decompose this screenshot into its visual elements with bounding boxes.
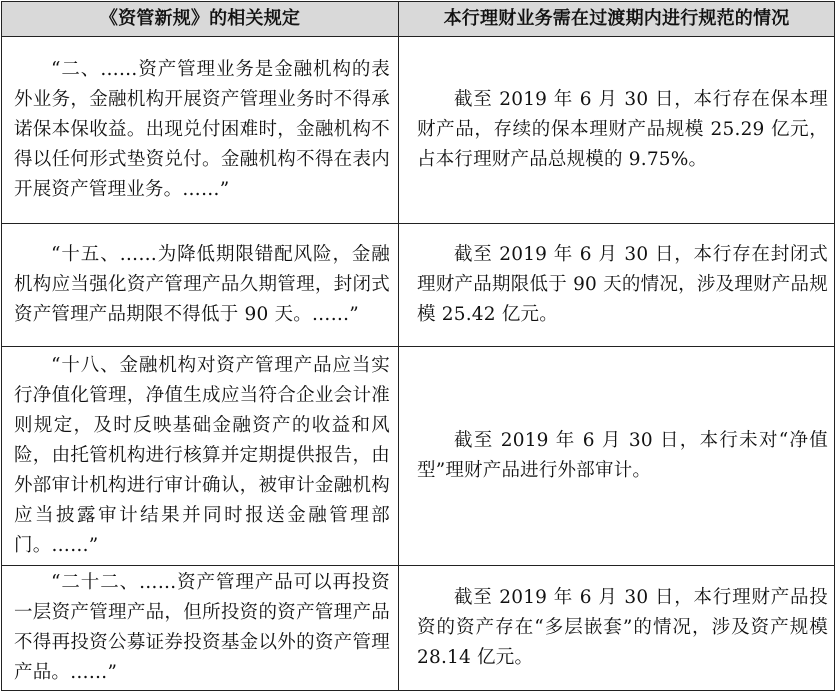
rule-cell: “十八、金融机构对资产管理产品应当实行净值化管理，净值生成应当符合企业会计准则规定，及时反映基础金融资产的收益和风险，由托管机构进行核算并定期提供报告，由外部审计机构进行审计确认，被审计金融机构应当披露审计结果并同时报送金融管理部门。……” [2, 347, 399, 566]
rule-cell: “二、……资产管理业务是金融机构的表外业务，金融机构开展资产管理业务时不得承诺保本保收益。出现兑付困难时，金融机构不得以任何形式垫资兑付。金融机构不得在表内开展资产管理业务。……” [2, 37, 399, 224]
table-row [2, 347, 835, 566]
rule-cell: “二十二、……资产管理产品可以再投资一层资产管理产品，但所投资的资产管理产品不得再投资公募证券投资基金以外的资产管理产品。……” [2, 566, 399, 691]
regulation-table [1, 1, 835, 691]
status-cell: 截至 2019 年 6 月 30 日，本行理财产品投资的资产存在“多层嵌套”的情况，涉及资产规模 28.14 亿元。 [399, 566, 835, 691]
status-cell: 截至 2019 年 6 月 30 日，本行存在保本理财产品，存续的保本理财产品规模 25.29 亿元，占本行理财产品总规模的 9.75%。 [399, 37, 835, 224]
table-row [2, 37, 835, 224]
rule-cell: “十五、……为降低期限错配风险，金融机构应当强化资产管理产品久期管理，封闭式资产管理产品期限不得低于 90 天。……” [2, 224, 399, 347]
table-row [2, 566, 835, 691]
header-status: 本行理财业务需在过渡期内进行规范的情况 [399, 2, 835, 37]
table-row [2, 224, 835, 347]
status-cell: 截至 2019 年 6 月 30 日，本行未对“净值型”理财产品进行外部审计。 [399, 347, 835, 566]
header-rule: 《资管新规》的相关规定 [2, 2, 399, 37]
table-header-row [2, 2, 835, 37]
status-cell: 截至 2019 年 6 月 30 日，本行存在封闭式理财产品期限低于 90 天的情况，涉及理财产品规模 25.42 亿元。 [399, 224, 835, 347]
